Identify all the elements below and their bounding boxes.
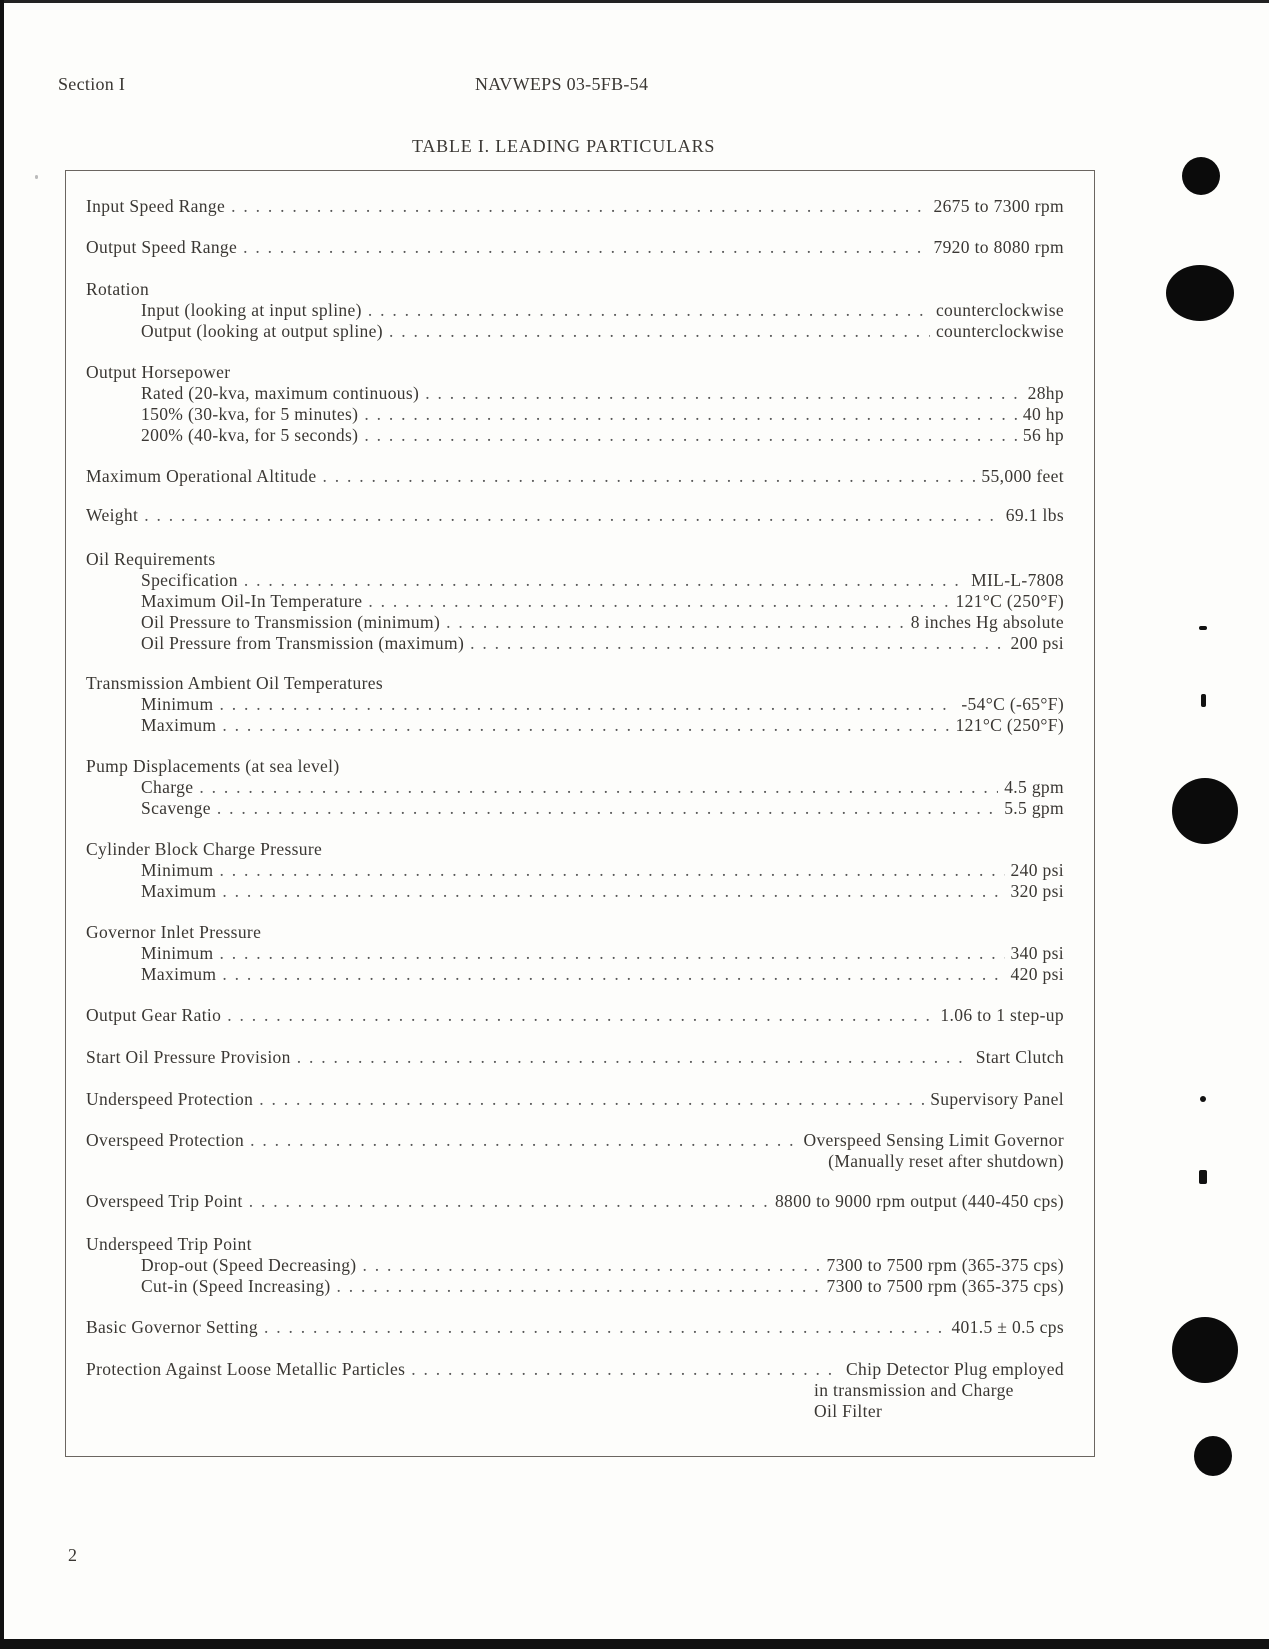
row-label: Overspeed Trip Point — [86, 1191, 243, 1211]
table-group — [86, 549, 1064, 654]
leader-dots — [231, 196, 927, 217]
group-label: Rotation — [86, 279, 150, 299]
punch-hole-icon — [1172, 1317, 1238, 1383]
leader-dots — [297, 1047, 970, 1068]
row-value: 1.06 to 1 step-up — [940, 1005, 1064, 1025]
leader-dots — [368, 300, 930, 321]
leader-dots — [219, 694, 955, 715]
row-label: Maximum Oil-In Temperature — [141, 591, 363, 611]
row-value: counterclockwise — [935, 300, 1064, 320]
group-label: Output Horsepower — [86, 362, 231, 382]
leader-dots — [199, 777, 998, 798]
leader-dots — [222, 881, 1004, 902]
row-label: Maximum Operational Altitude — [86, 466, 317, 486]
leader-dots — [446, 612, 905, 633]
punch-hole-icon — [1194, 1436, 1232, 1476]
scan-edge-left — [0, 0, 4, 1649]
row-value: 7920 to 8080 rpm — [933, 237, 1064, 257]
table-row — [86, 1359, 1064, 1422]
leader-dots — [364, 425, 1017, 446]
row-value: 340 psi — [1010, 943, 1064, 963]
row-label: 150% (30-kva, for 5 minutes) — [141, 404, 359, 424]
row-value: counterclockwise — [935, 321, 1064, 341]
table-group — [86, 362, 1064, 446]
row-value: -54°C (-65°F) — [961, 694, 1064, 714]
row-value: 4.5 gpm — [1004, 777, 1064, 797]
table-title: TABLE I. LEADING PARTICULARS — [412, 136, 716, 156]
row-value: 7300 to 7500 rpm (365-375 cps) — [826, 1276, 1064, 1296]
leader-dots — [222, 964, 1004, 985]
row-label: Maximum — [141, 881, 217, 901]
row-label: Input Speed Range — [86, 196, 226, 216]
row-value: 420 psi — [1010, 964, 1064, 984]
row-value: 40 hp — [1022, 404, 1064, 424]
row-label: 200% (40-kva, for 5 seconds) — [141, 425, 359, 445]
table-row — [86, 1089, 1064, 1110]
leader-dots — [425, 383, 1021, 404]
leader-dots — [250, 1130, 797, 1151]
leader-dots — [322, 466, 975, 487]
table-row — [86, 237, 1064, 258]
row-value: Overspeed Sensing Limit Governor — [803, 1130, 1064, 1150]
row-label: Minimum — [141, 860, 214, 880]
row-label: Oil Pressure from Transmission (maximum) — [141, 633, 465, 653]
scan-speck-icon — [35, 175, 38, 179]
leader-dots — [411, 1359, 840, 1380]
leader-dots — [368, 591, 949, 612]
row-value: 200 psi — [1010, 633, 1064, 653]
section-label: Section I — [58, 74, 126, 94]
leader-dots — [249, 1191, 769, 1212]
table-group — [86, 279, 1064, 342]
table-row — [86, 196, 1064, 217]
row-value: 69.1 lbs — [1005, 505, 1064, 525]
row-value: 401.5 ± 0.5 cps — [951, 1317, 1064, 1337]
row-value: 2675 to 7300 rpm — [933, 196, 1064, 216]
scan-speck-icon — [1201, 694, 1206, 707]
leader-dots — [144, 505, 1000, 526]
row-label: Scavenge — [141, 798, 211, 818]
row-label: Output Speed Range — [86, 237, 238, 257]
leader-dots — [364, 404, 1017, 425]
row-label: Drop-out (Speed Decreasing) — [141, 1255, 357, 1275]
row-value: 8800 to 9000 rpm output (440-450 cps) — [774, 1191, 1064, 1211]
row-value: Chip Detector Plug employed — [846, 1359, 1064, 1379]
row-value: 320 psi — [1010, 881, 1064, 901]
row-label: Protection Against Loose Metallic Particles — [86, 1359, 406, 1379]
table-group — [86, 1234, 1064, 1297]
table-group — [86, 756, 1064, 819]
leader-dots — [363, 1255, 821, 1276]
row-label: Cut-in (Speed Increasing) — [141, 1276, 331, 1296]
table-row — [86, 1191, 1064, 1212]
table-row — [86, 1130, 1064, 1172]
table-row — [86, 1005, 1064, 1026]
row-label: Minimum — [141, 943, 214, 963]
row-label: Maximum — [141, 715, 217, 735]
leader-dots — [244, 570, 965, 591]
leader-dots — [222, 715, 949, 736]
document-number: NAVWEPS 03-5FB-54 — [475, 74, 649, 94]
row-value-continuation: (Manually reset after shutdown) — [828, 1151, 1064, 1171]
row-value: Start Clutch — [975, 1047, 1064, 1067]
row-value: 5.5 gpm — [1004, 798, 1064, 818]
group-label: Oil Requirements — [86, 549, 216, 569]
row-label: Overspeed Protection — [86, 1130, 245, 1150]
row-value: 7300 to 7500 rpm (365-375 cps) — [826, 1255, 1064, 1275]
leader-dots — [219, 943, 1004, 964]
leader-dots — [243, 237, 927, 258]
row-value: 121°C (250°F) — [955, 715, 1064, 735]
row-label: Rated (20-kva, maximum continuous) — [141, 383, 420, 403]
row-value: 55,000 feet — [981, 466, 1064, 486]
leader-dots — [259, 1089, 924, 1110]
row-value-continuation: Oil Filter — [814, 1401, 883, 1421]
row-label: Maximum — [141, 964, 217, 984]
row-value: Supervisory Panel — [930, 1089, 1064, 1109]
table-group — [86, 922, 1064, 985]
row-label: Oil Pressure to Transmission (minimum) — [141, 612, 441, 632]
row-value: 240 psi — [1010, 860, 1064, 880]
row-label: Weight — [86, 505, 139, 525]
group-label: Transmission Ambient Oil Temperatures — [86, 673, 384, 693]
leader-dots — [219, 860, 1004, 881]
group-label: Pump Displacements (at sea level) — [86, 756, 340, 776]
leader-dots — [337, 1276, 821, 1297]
group-label: Governor Inlet Pressure — [86, 922, 262, 942]
scan-edge-top — [0, 0, 1269, 3]
scan-edge-bottom — [0, 1639, 1269, 1649]
leader-dots — [389, 321, 930, 342]
leader-dots — [470, 633, 1004, 654]
row-label: Minimum — [141, 694, 214, 714]
group-label: Cylinder Block Charge Pressure — [86, 839, 323, 859]
punch-hole-icon — [1172, 778, 1238, 844]
row-label: Specification — [141, 570, 238, 590]
row-value: 56 hp — [1022, 425, 1064, 445]
row-label: Input (looking at input spline) — [141, 300, 362, 320]
row-label: Basic Governor Setting — [86, 1317, 258, 1337]
row-value: 28hp — [1027, 383, 1064, 403]
row-value: MIL-L-7808 — [971, 570, 1064, 590]
scan-speck-icon — [1199, 626, 1207, 630]
table-row — [86, 1317, 1064, 1338]
leader-dots — [264, 1317, 945, 1338]
table-group — [86, 839, 1064, 902]
row-label: Output (looking at output spline) — [141, 321, 383, 341]
table-group — [86, 673, 1064, 736]
row-label: Output Gear Ratio — [86, 1005, 222, 1025]
punch-hole-icon — [1166, 265, 1234, 321]
row-label: Charge — [141, 777, 194, 797]
scan-speck-icon — [1200, 1096, 1206, 1102]
row-value-continuation: in transmission and Charge — [814, 1380, 1014, 1400]
punch-hole-icon — [1182, 157, 1220, 195]
scan-speck-icon — [1199, 1170, 1207, 1184]
row-value: 121°C (250°F) — [955, 591, 1064, 611]
row-label: Start Oil Pressure Provision — [86, 1047, 291, 1067]
page-number: 2 — [68, 1545, 78, 1565]
row-value: 8 inches Hg absolute — [910, 612, 1064, 632]
row-label: Underspeed Protection — [86, 1089, 254, 1109]
group-label: Underspeed Trip Point — [86, 1234, 252, 1254]
table-row — [86, 466, 1064, 487]
table-row — [86, 1047, 1064, 1068]
leader-dots — [217, 798, 998, 819]
table-row — [86, 505, 1064, 526]
leader-dots — [227, 1005, 934, 1026]
